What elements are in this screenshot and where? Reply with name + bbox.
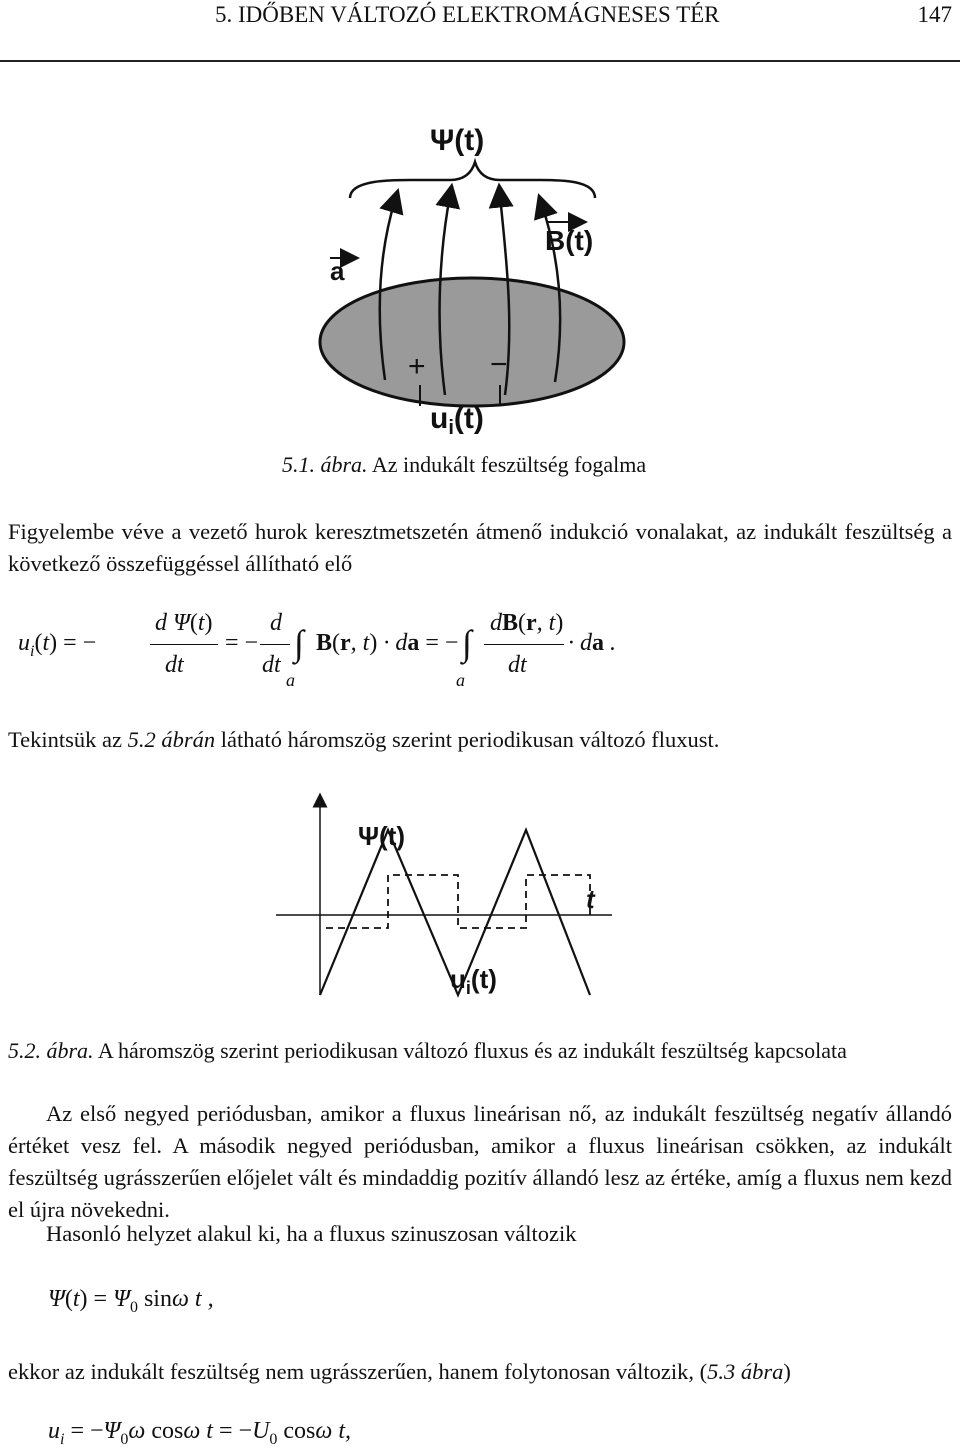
- loop-surface: [320, 278, 624, 406]
- psi-label: Ψ(t): [358, 821, 406, 851]
- caption-number: 5.2. ábra.: [8, 1038, 94, 1063]
- figure-flux-loop: [290, 110, 650, 440]
- caption-text: A háromszög szerint periodikusan változó fluxus és az indukált feszültség kapcsolata: [97, 1038, 847, 1063]
- brace: [350, 162, 595, 198]
- chapter-title: 5. IDŐBEN VÁLTOZÓ ELEKTROMÁGNESES TÉR: [215, 2, 720, 27]
- field-label: B(t): [545, 225, 594, 256]
- voltage-label: $u_i(t)$: [430, 402, 484, 439]
- figure-reference: 5.2 ábrán: [127, 727, 216, 752]
- paragraph: ekkor az indukált feszültség nem ugrásszerűen, hanem folytonosan változik, (5.3 ábra): [8, 1359, 791, 1384]
- paragraph: Tekintsük az 5.2 ábrán látható háromszög szerint periodikusan változó fluxust.: [8, 727, 720, 752]
- equation-induced-voltage-cos: $u_i = -\Psi_0\omega$ cosω $t = -U_0$ cosω t,: [48, 1418, 352, 1448]
- figure-reference: 5.3 ábra: [707, 1359, 784, 1384]
- page-number: 147: [917, 2, 952, 27]
- figure1-caption: [282, 452, 646, 478]
- minus-terminal: −: [490, 348, 508, 381]
- paragraph: Figyelembe véve a vezető hurok keresztmetszetén átmenő indukció vonalakat, az indukált feszültség a következő összefüggéssel állítható elő: [8, 519, 952, 576]
- page-header: [0, 0, 960, 60]
- caption-text: Az indukált feszültség fogalma: [371, 452, 647, 477]
- t-label: t: [586, 884, 595, 914]
- psi-label: Ψ(t): [430, 124, 485, 157]
- voltage-label: $u_i(t)$: [450, 964, 497, 998]
- header-rule: [0, 60, 960, 62]
- equation-sinusoidal-flux: $\Psi(t) = \Psi_0$ sinω t ,: [48, 1286, 214, 1316]
- plus-terminal: +: [408, 350, 426, 383]
- figure-triangle-flux: [268, 790, 628, 1005]
- area-label: a: [330, 256, 345, 286]
- paragraph: Az első negyed periódusban, amikor a fluxus lineárisan nő, az indukált feszültség negatív állandó értéket vesz fel. A második negyed periódusban, amikor a fluxus lineárisan csökken, az indukált feszültség ugrásszerűen előjelet vált és mindaddig pozitív állandó lesz az értéke, amíg a fluxus nem kezd el újra növekedni.: [8, 1101, 952, 1222]
- paragraph: Hasonló helyzet alakul ki, ha a fluxus szinuszosan változik: [46, 1221, 577, 1246]
- equation-induced-voltage: $u_i(t)$ = − d Ψ(t) dt = − d dt ∫ a B(r, t) · da = − ∫ a dB(r, t) dt · da .: [18, 610, 616, 690]
- figure2-caption: [8, 1038, 847, 1064]
- caption-number: 5.1. ábra.: [282, 452, 368, 477]
